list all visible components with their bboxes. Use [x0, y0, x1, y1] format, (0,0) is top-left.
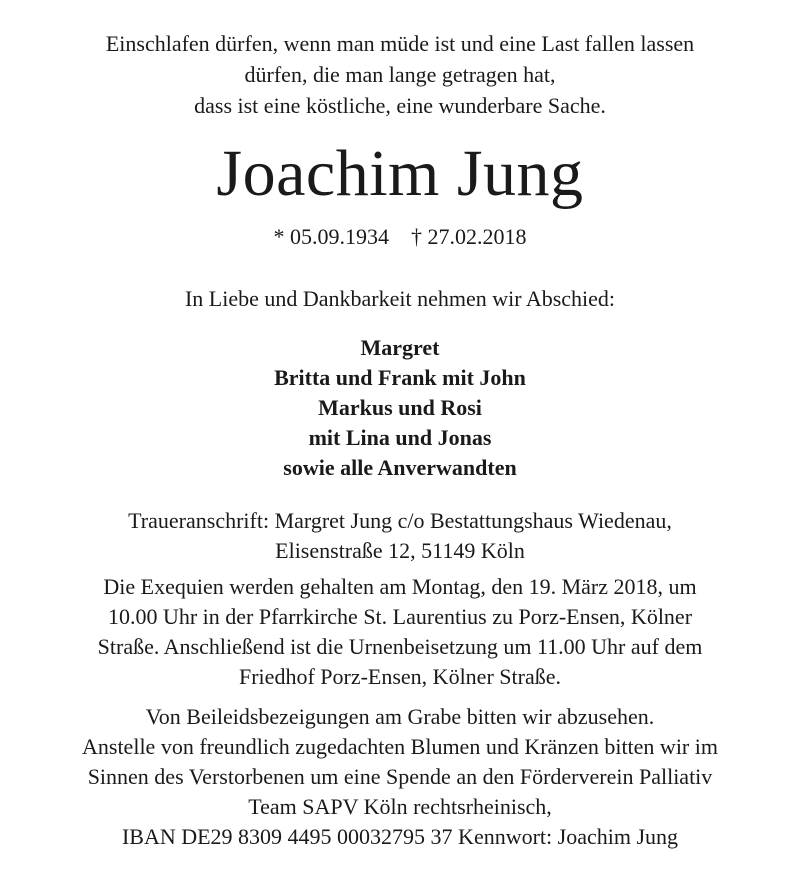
exequies-line: Straße. Anschließend ist die Urnenbeisetzung um 11.00 Uhr auf dem — [97, 634, 703, 659]
mourners-list — [0, 333, 800, 483]
quote-line: dass ist eine köstliche, eine wunderbare Sache. — [194, 93, 606, 118]
donation-line: Team SAPV Köln rechtsrheinisch, — [248, 794, 552, 819]
mourner: Britta und Frank mit John — [274, 365, 526, 390]
mourner: sowie alle Anverwandten — [283, 455, 517, 480]
exequies-line: Friedhof Porz-Ensen, Kölner Straße. — [239, 664, 561, 689]
mourner: mit Lina und Jonas — [308, 425, 492, 450]
donation-line: Von Beileidsbezeigungen am Grabe bitten wir abzusehen. — [145, 704, 655, 729]
deceased-name: Joachim Jung — [216, 137, 584, 210]
address-line: Elisenstraße 12, 51149 Köln — [275, 538, 525, 563]
iban-line: IBAN DE29 8309 4495 00032795 37 Kennwort: Joachim Jung — [121, 824, 679, 849]
quote-line: dürfen, die man lange getragen hat, — [244, 62, 556, 87]
exequies-line: Die Exequien werden gehalten am Montag, den 19. März 2018, um — [103, 574, 697, 599]
condolence-address — [0, 506, 800, 566]
donation-line: Sinnen des Verstorbenen um eine Spende an den Förderverein Palliativ — [87, 764, 713, 789]
birth-date: * 05.09.1934 — [273, 224, 389, 249]
donation-line: Anstelle von freundlich zugedachten Blumen und Kränzen bitten wir im — [82, 734, 718, 759]
quote-line: Einschlafen dürfen, wenn man müde ist und eine Last fallen lassen — [105, 31, 695, 56]
exequies-line: 10.00 Uhr in der Pfarrkirche St. Laurentius zu Porz-Ensen, Kölner — [107, 604, 693, 629]
opening-quote — [0, 28, 800, 121]
death-date: † 27.02.2018 — [411, 224, 527, 249]
mourner: Markus und Rosi — [318, 395, 482, 420]
life-dates — [0, 222, 800, 252]
address-line: Traueranschrift: Margret Jung c/o Bestattungshaus Wiedenau, — [128, 508, 672, 533]
farewell-text: In Liebe und Dankbarkeit nehmen wir Abschied: — [184, 286, 616, 311]
donation-paragraph — [0, 702, 800, 852]
exequies-paragraph — [0, 572, 800, 692]
mourner: Margret — [360, 335, 440, 360]
